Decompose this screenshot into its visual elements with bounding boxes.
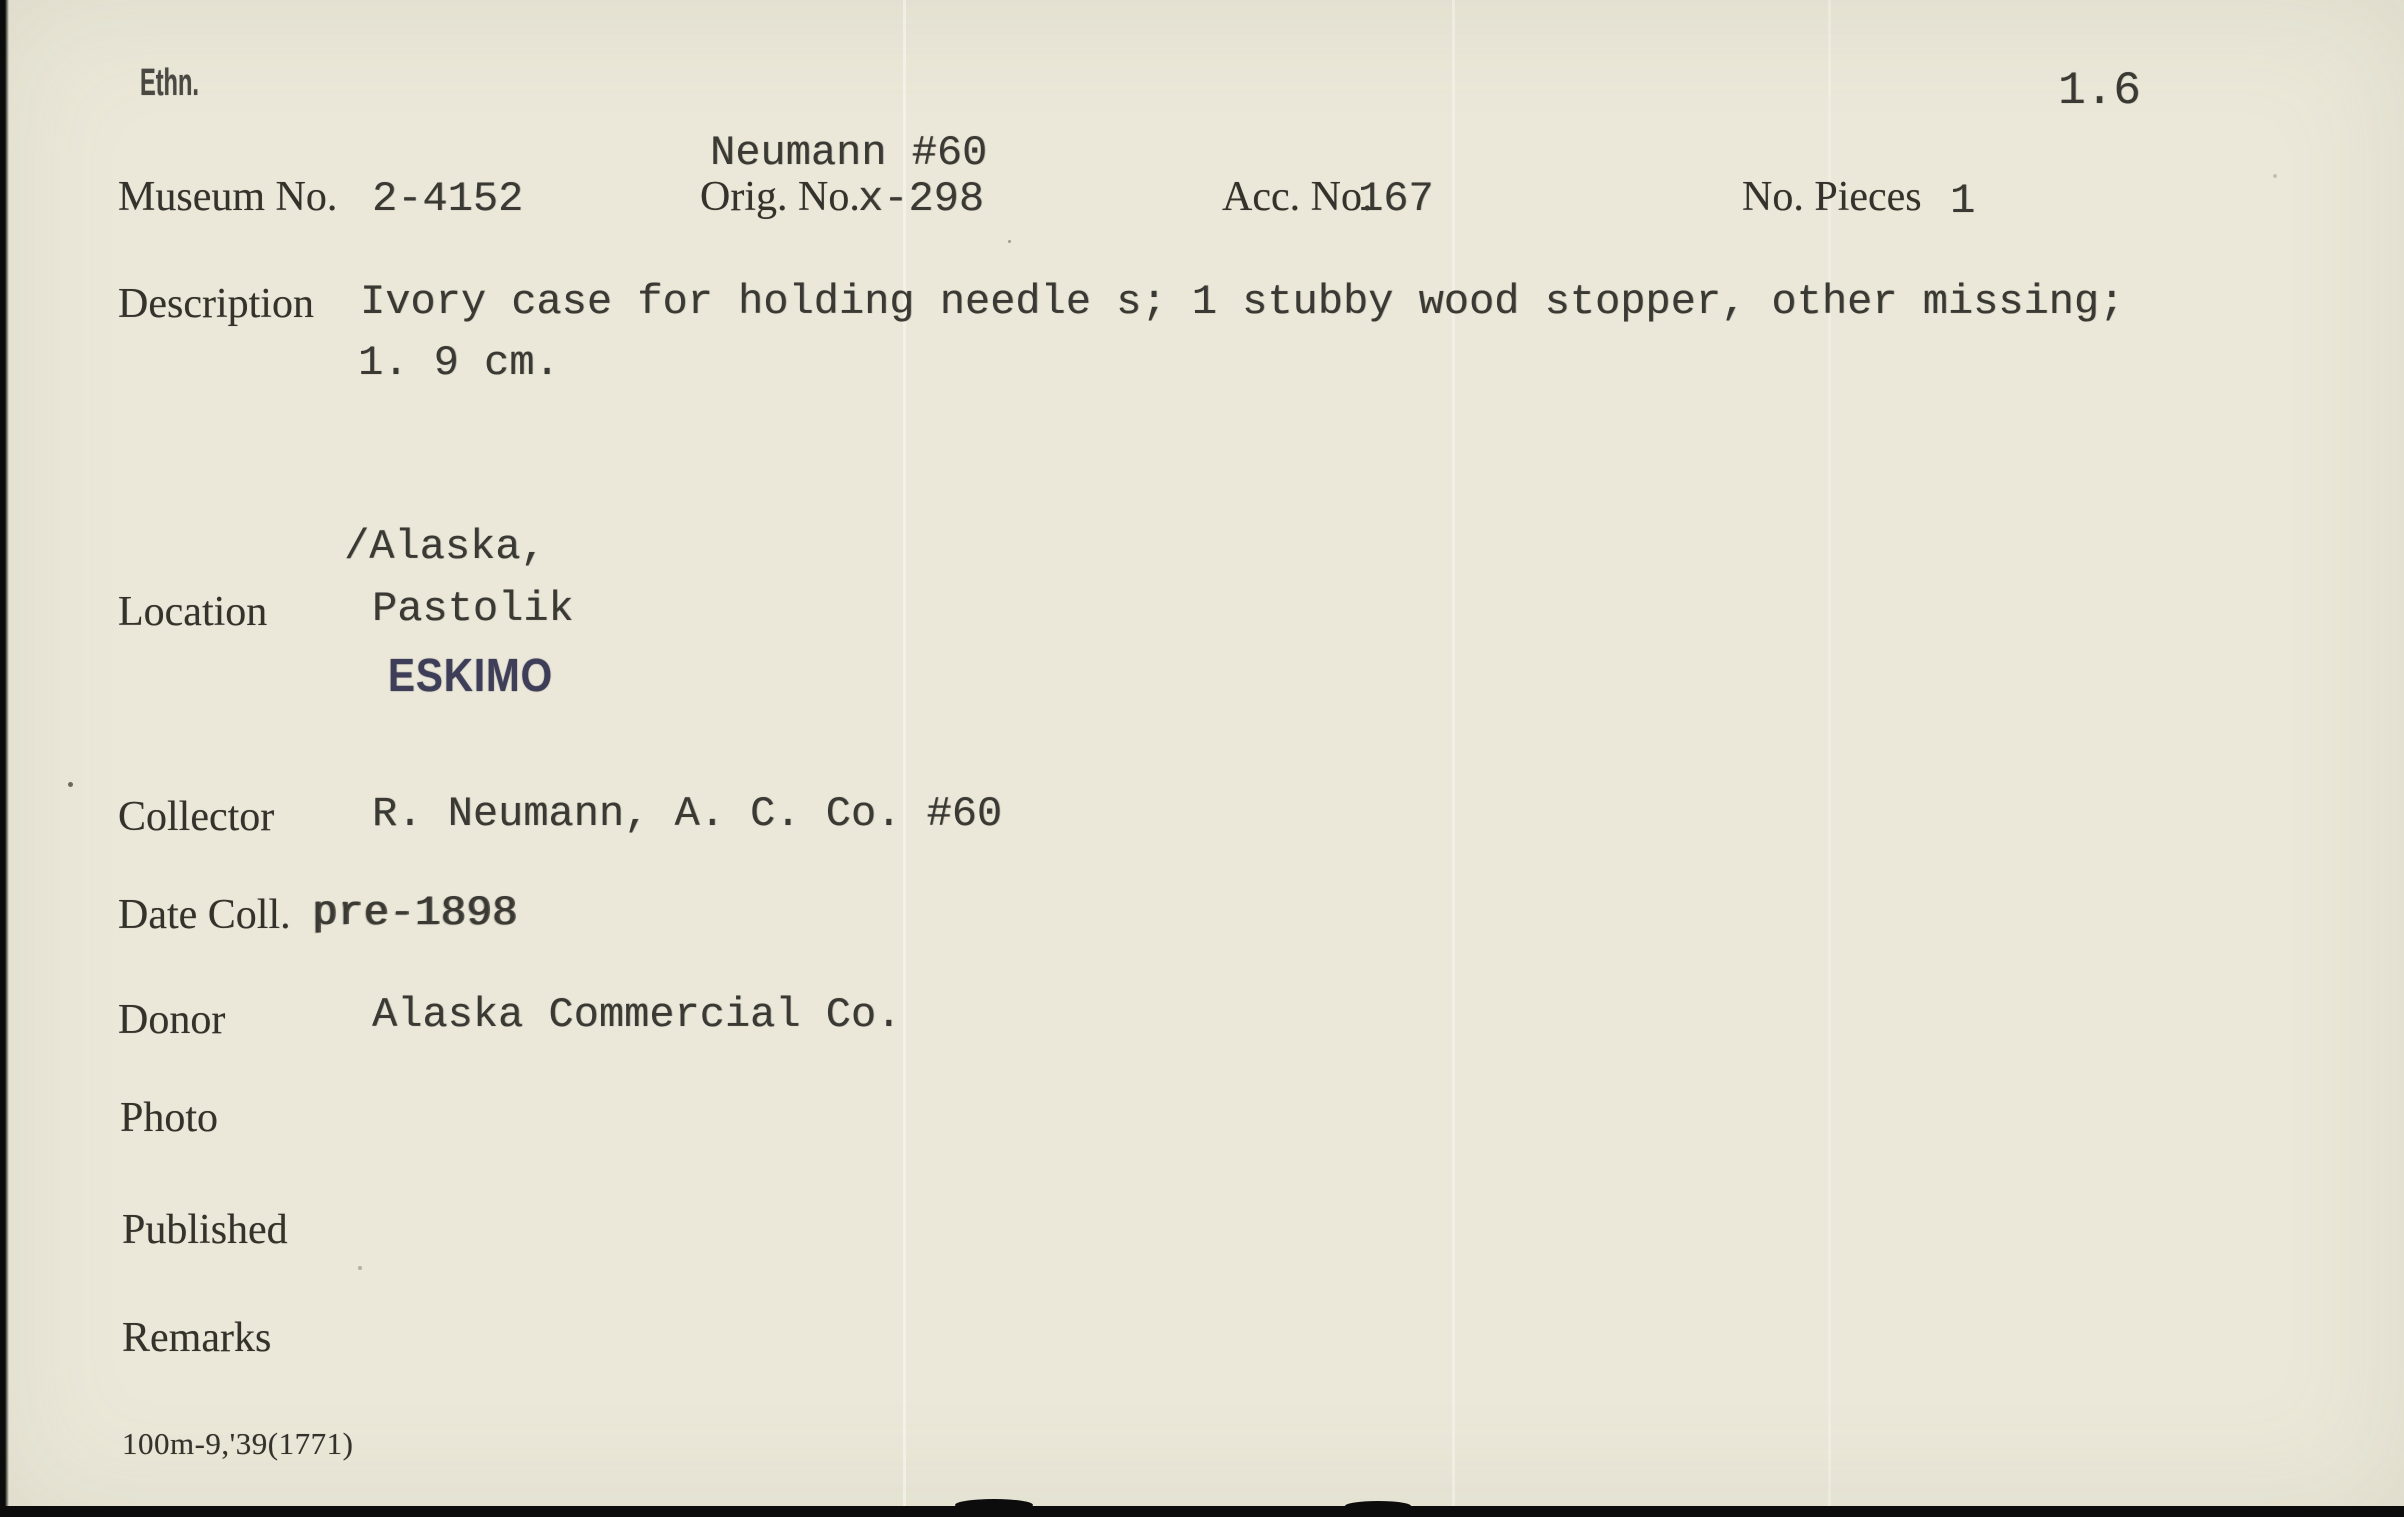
description-line2: 1. 9 cm.: [358, 339, 560, 387]
scan-edge-bump: [955, 1499, 1033, 1511]
museum-no-label: Museum No.: [118, 174, 338, 220]
location-prefix: /Alaska,: [344, 523, 546, 571]
acc-no-value: 167: [1358, 175, 1434, 223]
scan-edge-bottom: [0, 1506, 2404, 1517]
scan-edge-left: [0, 0, 9, 1517]
paper-speck: [2273, 174, 2277, 178]
no-pieces-label: No. Pieces: [1742, 174, 1922, 220]
acc-no-label: Acc. No.: [1222, 174, 1373, 220]
scan-edge-bump: [1345, 1501, 1411, 1511]
orig-no-value: x-298: [858, 175, 985, 223]
collector-label: Collector: [118, 794, 275, 840]
orig-no-label: Orig. No.: [700, 174, 860, 220]
location-value: Pastolik: [372, 585, 574, 633]
eskimo-culture-stamp: ESKIMO: [388, 649, 553, 701]
location-label: Location: [118, 589, 268, 635]
remarks-label: Remarks: [122, 1315, 272, 1361]
overtype-note: Neumann #60: [710, 129, 988, 177]
paper-speck: [358, 1266, 362, 1270]
description-label: Description: [118, 281, 314, 327]
donor-value: Alaska Commercial Co.: [372, 991, 902, 1039]
date-coll-value: pre-1898: [312, 889, 518, 937]
collector-value: R. Neumann, A. C. Co. #60: [372, 790, 1003, 838]
photo-label: Photo: [120, 1095, 219, 1141]
paper-crease: [1828, 0, 1831, 1506]
museum-no-value: 2-4152: [372, 175, 524, 223]
paper-crease: [903, 0, 906, 1506]
description-line1: Ivory case for holding needle s; 1 stubby wood stopper, other missing;: [360, 278, 2125, 326]
print-code: 100m-9,'39(1771): [122, 1426, 354, 1461]
paper-speck: [1008, 240, 1011, 243]
paper-crease: [1452, 0, 1455, 1506]
ethn-stamp: Ethn.: [140, 62, 199, 104]
paper-speck: [68, 782, 73, 787]
date-coll-label: Date Coll.: [118, 892, 291, 938]
donor-label: Donor: [118, 997, 226, 1043]
published-label: Published: [122, 1207, 288, 1253]
no-pieces-value: 1: [1950, 177, 1976, 225]
index-number: 1.6: [2058, 65, 2141, 117]
